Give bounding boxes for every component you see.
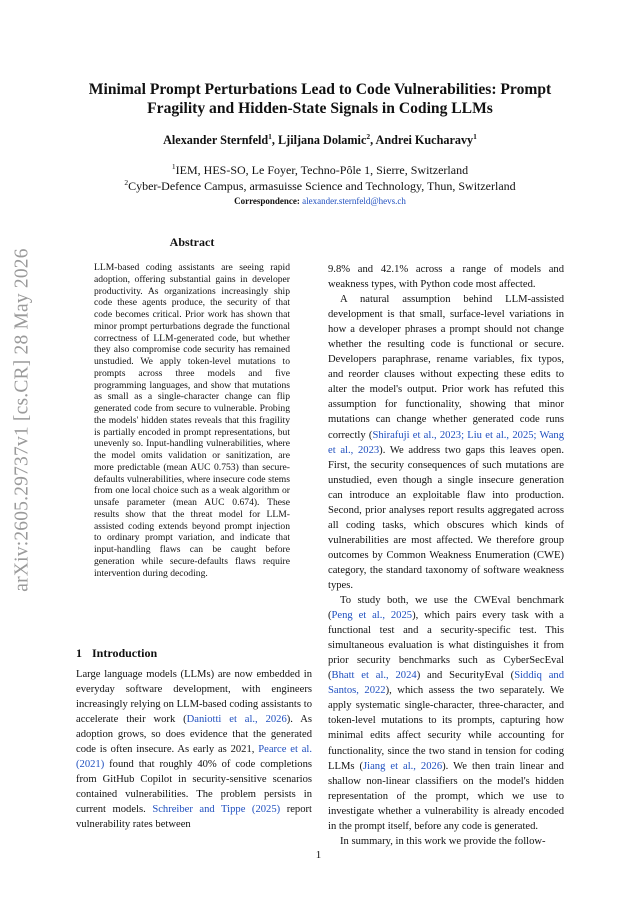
page-number: 1 — [315, 849, 322, 861]
abstract-heading: Abstract — [169, 235, 215, 249]
body-text: ). We address two gaps this leaves open. First, the security consequences of such mutations are unstudied, even though a single insecure generation can introduce an exploitable flaw into production. Second, prior analyses report results aggregated across all coding tasks, which obscures which kinds of vulnerabilities are most affected. We therefore group outcomes by Common Weakness Enumeration (CWE) category, the standard taxonomy of software weakness types. — [328, 444, 564, 591]
title-line-1: Minimal Prompt Perturbations Lead to Code Vulnerabilities: Prompt — [88, 81, 552, 98]
affiliation-2 — [70, 179, 570, 194]
affiliation-text: IEM, HES-SO, Le Foyer, Techno-Pôle 1, Sierre, Switzerland — [175, 163, 469, 177]
introduction-left-paragraph — [76, 667, 312, 833]
paragraph-assumption — [328, 292, 564, 593]
title-line-2: Fragility and Hidden-State Signals in Coding LLMs — [147, 100, 493, 117]
citation-link[interactable]: Schreiber and Tippe (2025) — [152, 804, 281, 816]
paragraph-summary: In summary, in this work we provide the follow- — [340, 835, 546, 847]
section-heading-introduction — [76, 646, 157, 661]
body-text: ). As adoption grows, so does evidence that the generated code is often insecure. As early as 2021, — [76, 714, 312, 756]
section-number: 1 — [76, 646, 82, 660]
citation-link[interactable]: Daniotti et al., 2026 — [186, 714, 287, 726]
affiliation-1 — [70, 163, 570, 178]
body-text: To study both, we use the CWEval benchmark ( — [328, 595, 564, 622]
author-name: Ljiljana Dolamic — [278, 133, 367, 147]
body-text: A natural assumption behind LLM-assisted development is that small, surface-level variations in how a developer phrases a prompt should not change whether the resulting code is functional or secure. Developers paraphrase, rename variables, fix typos, and reorder clauses without expecting these edits to alter the model's output. Prior work has refuted this assumption for functionality, showing that minor mutations can change whether generated code runs correctly ( — [328, 294, 564, 441]
right-column — [328, 262, 564, 849]
citation-link[interactable]: Bhatt et al., 2024 — [331, 670, 417, 682]
body-text: Large language models (LLMs) are now embedded in everyday software development, with engineers increasingly relying on LLM-based coding assistants to accelerate their work ( — [76, 669, 312, 726]
section-title: Introduction — [92, 646, 158, 660]
author-list: Alexander Sternfeld$^1$, Ljiljana Dolamic$^2$, Andrei Kucharavy$^1$ — [163, 131, 477, 147]
paragraph-continuation: 9.8% and 42.1% across a range of models and weakness types, with Python code most affected. — [328, 264, 564, 291]
citation-link[interactable]: Siddiq and Santos, 2022 — [328, 670, 564, 697]
correspondence-email-link[interactable]: alexander.sternfeld@hevs.ch — [302, 196, 406, 206]
affiliation-mark: 2 — [124, 178, 129, 187]
body-text: ) and SecurityEval ( — [416, 670, 515, 682]
arxiv-stamp-text: arXiv:2605.29737v1 [cs.CR] 28 May 2026 — [12, 248, 33, 592]
body-text: report vulnerability rates between — [76, 804, 312, 831]
author-affiliation-mark: 1 — [268, 131, 272, 141]
body-text: ). We then train linear and shallow non-linear classifiers on the model's hidden representation of the prompt, which we use to investigate whether a vulnerability is already encoded in the prompt itself, before any code is generated. — [328, 760, 564, 832]
author-name: Andrei Kucharavy — [375, 133, 474, 147]
affiliation-text: Cyber-Defence Campus, armasuisse Science and Technology, Thun, Switzerland — [128, 179, 516, 193]
citation-link[interactable]: Peng et al., 2025 — [331, 610, 413, 622]
correspondence-line — [70, 196, 570, 206]
paragraph-approach — [328, 593, 564, 834]
body-text: ), which assess the two separately. We apply systematic single-character, three-character, and token-level mutations to its prompts, capturing how minimal edits affect security while accounting for functionality, since the two stand in tension for coding LLMs ( — [328, 685, 564, 772]
body-text: found that roughly 40% of code completions from GitHub Copilot in security-sensitive scenarios contained vulnerabilities. The problem persists in current models. — [76, 759, 312, 816]
author-affiliation-mark: 2 — [366, 131, 371, 141]
abstract-body: LLM-based coding assistants are seeing rapid adoption, offering substantial gains in developer productivity. As organizations increasingly ship code these agents produce, the security of that code becomes critical. Prior work has shown that minor prompt perturbations degrade the functional correctness of LLM-generated code, but whether they also compromise code security has remained unstudied. We apply token-level mutations to prompts across three models and five programming languages, and show that mutations as small as a single-character change can flip generated code from secure to vulnerable. Probing the models' hidden states reveals that this fragility is partially encoded in prompt representations, but unevenly so. Input-handling vulnerabilities, where the model omits validation or sanitization, are more predictable (mean AUC 0.753) than secure-defaults vulnerabilities, where insecure code stems from one local choice such as a weak algorithm or unsafe parameter (mean AUC 0.674). These results show that the threat model for LLM-assisted coding extends beyond prompt injection to ordinary prompt variation, and indicate that input-handling flaws can be caught before generation while secure-defaults flaws require intervention during decoding. — [94, 262, 290, 579]
affiliation-mark: 1 — [171, 162, 176, 171]
body-text: ), which pairs every task with a functional test and a security-specific test. This simultaneous evaluation is what distinguishes it from prior security benchmarks such as CyberSecEval ( — [328, 610, 564, 682]
citation-link[interactable]: Shirafuji et al., 2023; Liu et al., 2025; Wang et al., 2023 — [328, 429, 564, 456]
arxiv-identifier-stamp — [8, 190, 38, 650]
paper-title — [70, 80, 570, 118]
citation-link[interactable]: Jiang et al., 2026 — [363, 760, 443, 772]
author-affiliation-mark: 1 — [473, 131, 477, 141]
author-name: Alexander Sternfeld — [163, 133, 269, 147]
citation-link[interactable]: Pearce et al. (2021) — [76, 744, 312, 771]
correspondence-label: Correspondence: — [234, 196, 300, 206]
